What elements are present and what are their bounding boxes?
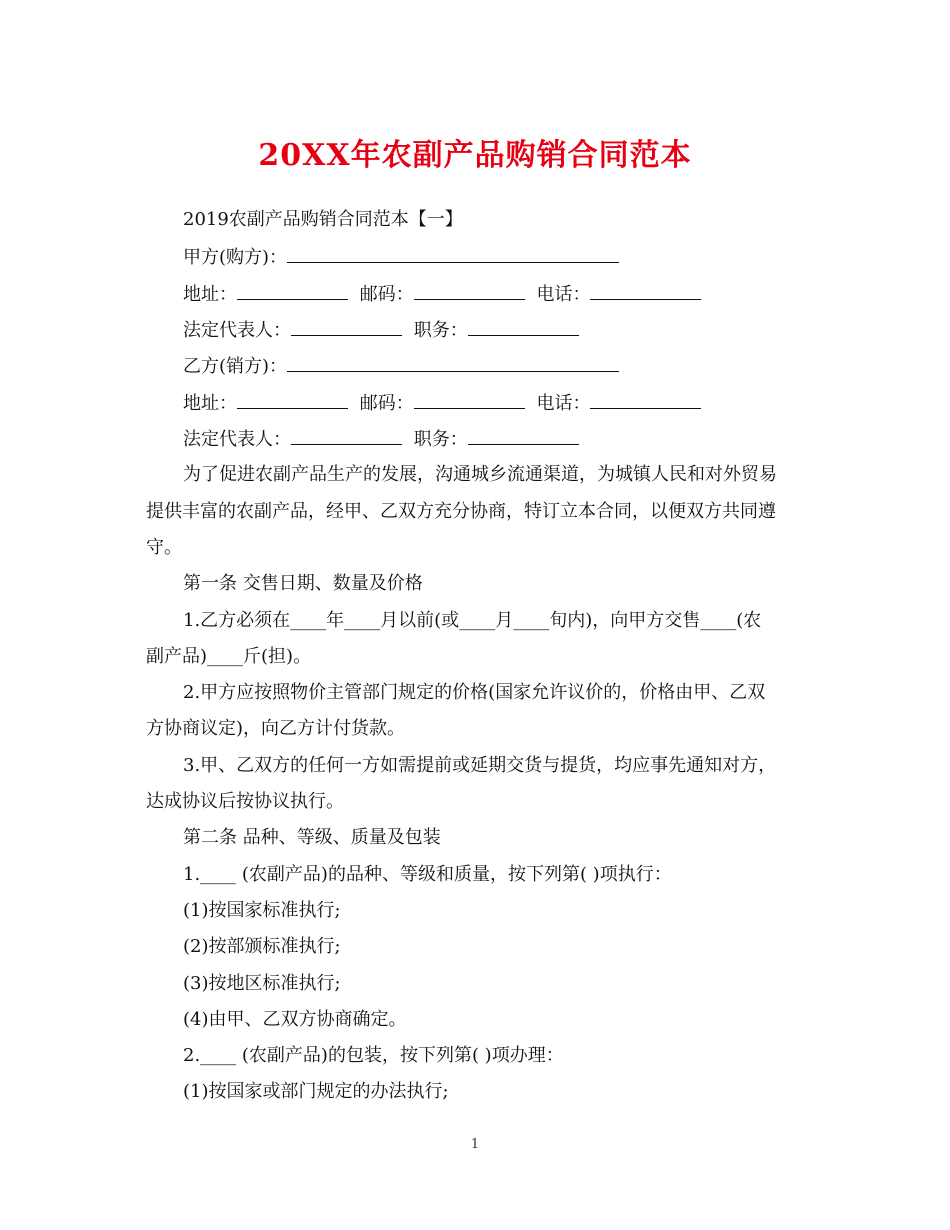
- article-2-heading: 第二条 品种、等级、质量及包装: [183, 827, 441, 848]
- intro-paragraph-line-1: 为了促进农副产品生产的发展，沟通城乡流通渠道，为城镇人民和对外贸易: [183, 464, 777, 485]
- article-2-option-2: (2)按部颁标准执行;: [183, 936, 341, 957]
- article-2-option-1: (1)按国家标准执行;: [183, 900, 341, 921]
- party-a-phone-label: 电话：: [536, 284, 591, 305]
- party-b-postcode-label: 邮码：: [359, 393, 414, 414]
- party-b-phone-label: 电话：: [536, 393, 591, 414]
- intro-paragraph-line-3: 守。: [146, 537, 182, 558]
- party-a-rep-blank: [291, 318, 402, 336]
- party-b-label: 乙方(销方)：: [183, 356, 288, 377]
- contract-subtitle: 2019农副产品购销合同范本【一】: [183, 209, 463, 230]
- party-a-rep-line: [183, 318, 579, 343]
- party-b-blank: [287, 354, 619, 372]
- party-a-position-label: 职务：: [413, 320, 468, 341]
- party-a-label: 甲方(购方)：: [183, 247, 288, 268]
- party-a-address-label: 地址：: [183, 284, 237, 305]
- article-2-item-2: 2.____ (农副产品)的包装，按下列第( )项办理：: [183, 1045, 564, 1066]
- party-b-position-blank: [468, 427, 579, 445]
- intro-paragraph-line-2: 提供丰富的农副产品，经甲、乙双方充分协商，特订立本合同，以便双方共同遵: [146, 501, 776, 522]
- party-b-position-label: 职务：: [413, 429, 468, 450]
- party-a-postcode-blank: [414, 282, 525, 300]
- article-1-item-2-line-1: 2.甲方应按照物价主管部门规定的价格(国家允许议价的，价格由甲、乙双: [183, 682, 766, 703]
- page-number: 1: [470, 1137, 480, 1152]
- article-1-item-2-line-2: 方协商议定)，向乙方计付货款。: [146, 718, 406, 739]
- party-b-rep-blank: [291, 427, 402, 445]
- article-2-option-4: (4)由甲、乙双方协商确定。: [183, 1009, 407, 1030]
- article-2-item-1: 1.____ (农副产品)的品种、等级和质量，按下列第( )项执行：: [183, 864, 672, 885]
- article-2-item-2-option-1: (1)按国家或部门规定的办法执行;: [183, 1081, 449, 1102]
- party-a-rep-label: 法定代表人：: [183, 320, 291, 341]
- document-title: 20XX年农副产品购销合同范本: [258, 138, 692, 173]
- party-b-phone-blank: [590, 391, 701, 409]
- party-a-blank: [287, 245, 619, 263]
- article-1-item-1-line-1: 1.乙方必须在____年____月以前(或____月____旬内)，向甲方交售____(农: [183, 610, 762, 631]
- party-a-line: [183, 245, 619, 270]
- article-1-heading: 第一条 交售日期、数量及价格: [183, 573, 423, 594]
- party-b-address-blank: [237, 391, 348, 409]
- party-b-postcode-blank: [414, 391, 525, 409]
- party-a-address-line: [183, 282, 701, 307]
- party-b-address-label: 地址：: [183, 393, 237, 414]
- party-a-position-blank: [468, 318, 579, 336]
- article-1-item-3-line-2: 达成协议后按协议执行。: [146, 791, 344, 812]
- party-b-rep-line: [183, 427, 579, 452]
- article-2-option-3: (3)按地区标准执行;: [183, 973, 341, 994]
- party-b-address-line: [183, 391, 701, 416]
- article-1-item-3-line-1: 3.甲、乙双方的任何一方如需提前或延期交货与提货，均应事先通知对方，: [183, 755, 777, 776]
- party-a-phone-blank: [590, 282, 701, 300]
- party-a-address-blank: [237, 282, 348, 300]
- party-b-rep-label: 法定代表人：: [183, 429, 291, 450]
- article-1-item-1-line-2: 副产品)____斤(担)。: [146, 646, 312, 667]
- party-b-line: [183, 354, 619, 379]
- party-a-postcode-label: 邮码：: [359, 284, 414, 305]
